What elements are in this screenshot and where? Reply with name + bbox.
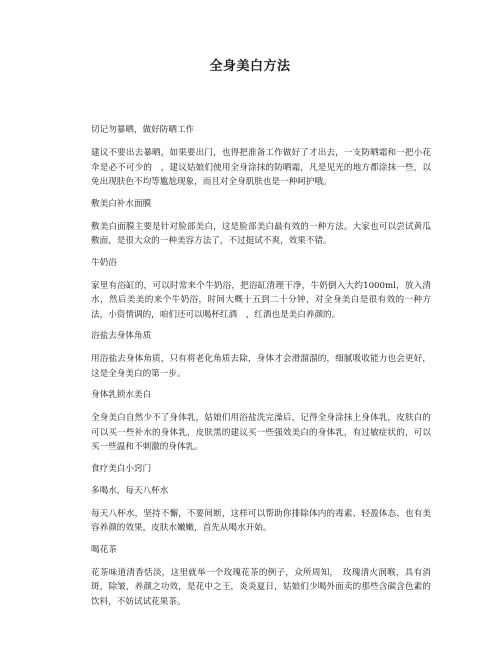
- section-paragraph: 用浴盐去身体角质，只有将老化角质去除，身体才会滑溜溜的，细腻吸收能力也会更好，这是全身美白的第一步。: [91, 354, 431, 379]
- document-content: [91, 124, 431, 617]
- section-paragraph: 家里有浴缸的，可以时常来个牛奶浴，把浴缸清理干净，牛奶倒入大约1000ml，放入清水，然后美美的来个牛奶浴，时间大概十五到二十分钟，对全身美白是很有效的一种方法，小资情调的，咱们还可以喝杯红酒 ，红酒也是美白养颜的。: [91, 280, 431, 320]
- section-heading: 牛奶浴: [91, 257, 117, 268]
- document-title: 全身美白方法: [209, 59, 291, 74]
- section-paragraph: 每天八杯水，坚持不懈，不要间断，这样可以帮助你排除体内的毒素、轻盈体态、也有美容养颜的效果，皮肤水嫩嫩，首先从喝水开始。: [91, 508, 431, 533]
- section-paragraph: 花茶味道清香恬淡，这里就举一个玫瑰花茶的例子，众所周知， 玫瑰清火润喉，具有消斑，除皱，养颜之功效，是花中之王，炎炎夏日，姑娘们少喝外面卖的那些含碳含色素的饮料，不妨试试花果茶。: [91, 567, 431, 607]
- section-heading: 身体乳锁水美白: [91, 390, 152, 400]
- section-heading: 多喝水，每天八杯水: [91, 485, 169, 496]
- section-heading: 敷美白补水面膜: [91, 198, 152, 209]
- section-paragraph: 全身美白自然少不了身体乳，姑娘们用浴盐洗完澡后，记得全身涂抹上身体乳，皮肤白的可以买一些补水的身体乳，皮肤黑的建议买一些强效美白的身体乳，有过敏症状的，可以买一些温和不刺激的身体乳。: [91, 413, 431, 452]
- section-heading: 食疗美白小窍门: [91, 463, 152, 474]
- section-heading: 喝花茶: [91, 544, 117, 555]
- section-heading: 浴盐去身体角质: [91, 331, 152, 341]
- section-heading: 切记勿暴晒，做好防晒工作: [91, 125, 195, 135]
- section-paragraph: 建议不要出去暴晒，如果要出门，也得把准备工作做好了才出去，一支防晒霜和一把小花伞是必不可少的 ，建议姑娘们使用全身涂抹的防晒霜，凡是见光的地方都涂抹一些，以免出现肤色不均等尴尬现象，而且对全身肌肤也是一种呵护哦。: [91, 148, 431, 187]
- section-paragraph: 敷美白面膜主要是针对脸部美白，这是脸部美白最有效的一种方法。大家也可以尝试黄瓜敷面，是很大众的一种美容方法了，不过挺试不爽，效果不错。: [91, 221, 431, 246]
